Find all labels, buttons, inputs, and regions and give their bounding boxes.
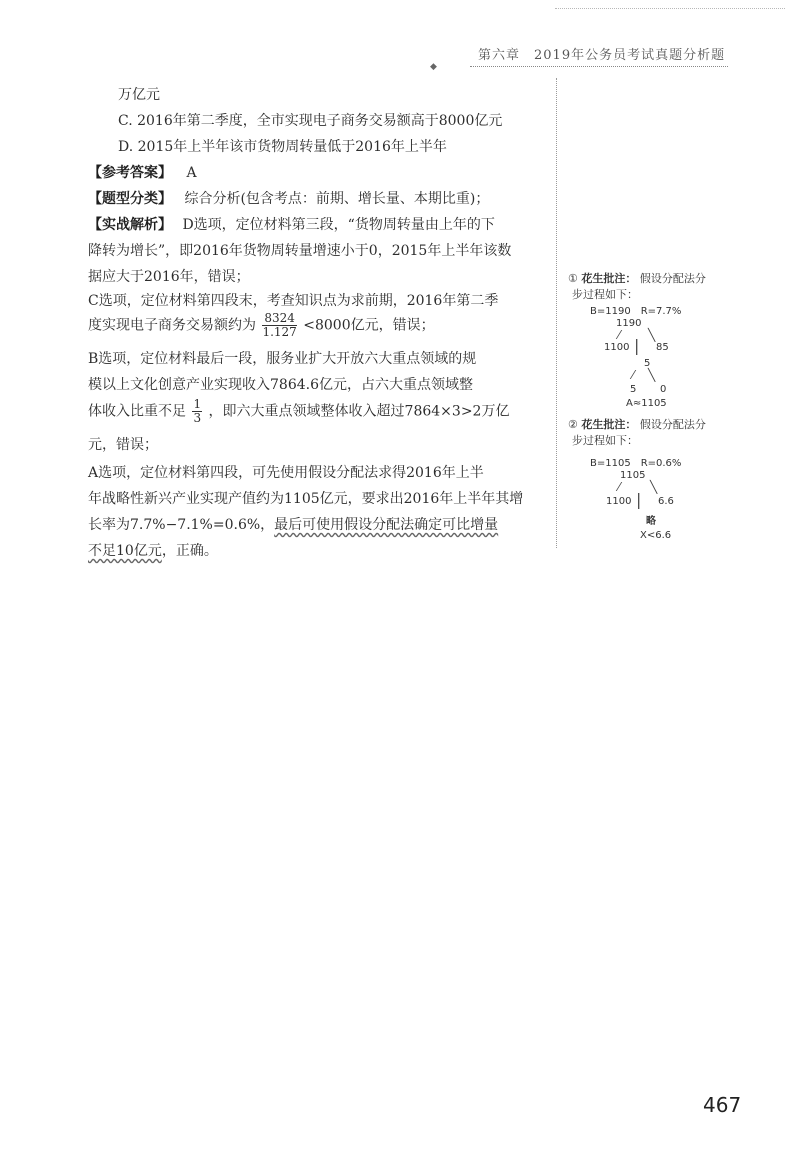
option-c: C. 2016年第二季度，全市实现电子商务交易额高于8000亿元 (118, 113, 503, 129)
note2-node-right: 6.6 (658, 496, 674, 507)
note1-title-rest: 假设分配法分 (639, 272, 706, 285)
fraction-b-numerator: 1 (193, 397, 202, 411)
note2-branch-right: ╲ (650, 480, 658, 494)
note1-node-mid: 5 (644, 358, 651, 369)
note2-title-rest: 假设分配法分 (639, 418, 706, 431)
analysis-c-line-1: C选项，定位材料第四段末，考查知识点为求前期，2016年第二季 (88, 293, 499, 309)
note2-bar: | (636, 490, 642, 509)
fraction-c (262, 312, 296, 339)
note2-title-line2: 步过程如下： (572, 434, 638, 447)
analysis-a-line-3 (88, 514, 498, 534)
note2-title (568, 416, 706, 432)
fraction-c-denominator: 1.127 (262, 325, 297, 339)
column-divider (556, 78, 557, 548)
note2-branch-left: ⁄ (618, 480, 621, 494)
type-row (88, 188, 489, 208)
analysis-a-line-1: A选项，定位材料第四段，可先使用假设分配法求得2016年上半 (88, 465, 484, 481)
analysis-a-wavy-1: 最后可使用假设分配法确定可比增量 (274, 517, 499, 533)
analysis-a-line-2: 年战略性新兴产业实现产值约为1105亿元，要求出2016年上半年其增 (88, 491, 524, 507)
analysis-a-wavy-2: 不足10亿元 (88, 543, 162, 559)
note1-result: A≈1105 (626, 398, 667, 409)
analysis-row-1 (88, 214, 495, 234)
type-value: 综合分析(包含考点：前期、增长量、本期比重)； (184, 191, 490, 207)
fraction-c-numerator: 8324 (264, 311, 295, 325)
note1-branch-left-2: ⁄ (632, 368, 635, 382)
page-number: 467 (703, 1093, 742, 1117)
continued-line: 万亿元 (118, 87, 160, 103)
header-diamond-icon: ◆ (430, 62, 437, 72)
analysis-d-line-1: D选项，定位材料第三段，“货物周转量由上年的下 (182, 217, 495, 233)
answer-label: 【参考答案】 (88, 165, 172, 181)
analysis-d-line-2: 降转为增长”，即2016年货物周转量增速小于0，2015年上半年该数 (88, 243, 512, 259)
note1-node-top: 1190 (616, 318, 642, 329)
analysis-b-text-a: 体收入比重不足 (88, 403, 186, 420)
analysis-c-text-b: <8000亿元，错误； (303, 317, 435, 334)
note2-result: X<6.6 (640, 530, 672, 541)
note1-label: 花生批注： (581, 272, 637, 285)
analysis-b-line-3 (88, 398, 509, 425)
type-label: 【题型分类】 (88, 191, 172, 207)
note1-number: ① (568, 272, 578, 285)
note2-omitted: 略 (646, 516, 656, 527)
note1-title (568, 270, 706, 286)
analysis-b-line-4: 元，错误； (88, 437, 158, 453)
option-d: D. 2015年上半年该市货物周转量低于2016年上半年 (118, 139, 447, 155)
note1-branch-right: ╲ (648, 328, 656, 342)
analysis-label: 【实战解析】 (88, 217, 172, 233)
note1-node-left: 1100 (604, 342, 630, 353)
note2-node-top: 1105 (620, 470, 646, 481)
header-underline (470, 66, 728, 67)
note2-node-left: 1100 (606, 496, 632, 507)
note1-bar: | (634, 336, 640, 355)
note2-number: ② (568, 418, 578, 431)
fraction-b-denominator: 3 (193, 411, 202, 425)
analysis-c-text-a: 度实现电子商务交易额约为 (88, 317, 256, 334)
analysis-a-text-a: 长率为7.7%−7.1%=0.6%， (88, 517, 275, 533)
note2-label: 花生批注： (581, 418, 637, 431)
note1-base-rate: B=1190 R=7.7% (590, 306, 682, 317)
header-dotted-rule (555, 8, 785, 9)
analysis-d-line-3: 据应大于2016年，错误； (88, 269, 250, 285)
answer-row (88, 162, 197, 182)
note1-branch-left: ⁄ (618, 328, 621, 342)
fraction-b (192, 398, 202, 425)
note1-branch-right-2: ╲ (648, 368, 656, 382)
analysis-b-line-2: 模以上文化创意产业实现收入7864.6亿元，占六大重点领域整 (88, 377, 473, 393)
analysis-a-text-b: ，正确。 (161, 543, 218, 559)
analysis-c-line-2 (88, 312, 435, 339)
analysis-b-line-1: B选项，定位材料最后一段，服务业扩大开放六大重点领域的规 (88, 351, 477, 367)
note1-title-line2: 步过程如下： (572, 288, 638, 301)
analysis-a-line-4 (88, 540, 218, 560)
note1-node-right: 85 (656, 342, 669, 353)
note1-node-bottom-left: 5 (630, 384, 637, 395)
running-header: 第六章 2019年公务员考试真题分析题 (478, 48, 726, 63)
analysis-b-text-b: ，即六大重点领域整体收入超过7864×3>2万亿 (208, 403, 510, 420)
note2-base-rate: B=1105 R=0.6% (590, 458, 682, 469)
note1-node-bottom-right: 0 (660, 384, 667, 395)
answer-value: A (186, 165, 197, 181)
